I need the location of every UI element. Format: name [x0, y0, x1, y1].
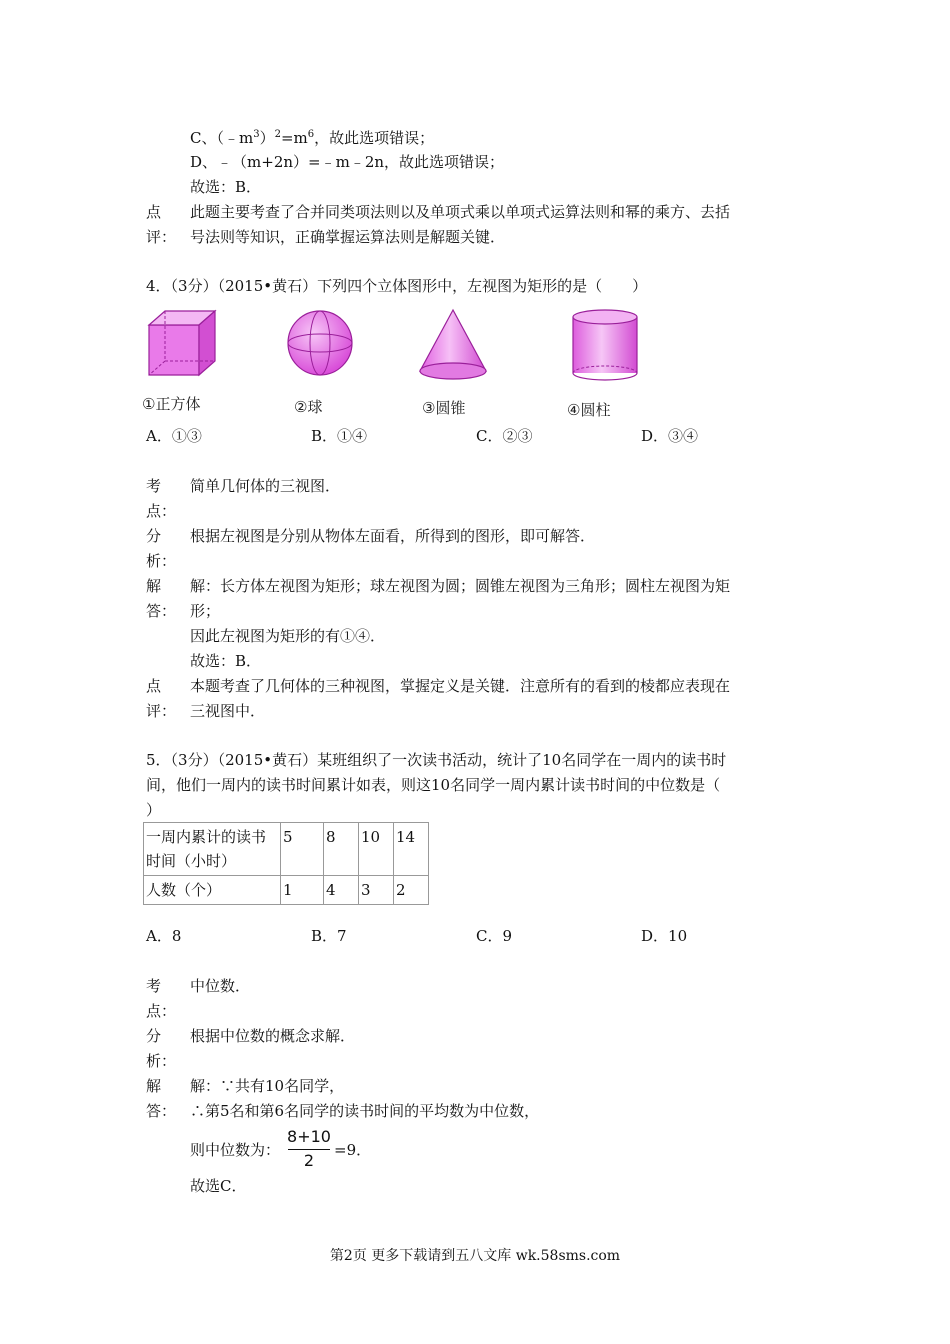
- fraction-denominator: 2: [303, 1151, 315, 1170]
- q4-jieda-line3: 因此左视图为矩形的有①④．: [190, 627, 386, 645]
- q4-fenxi-label: 分析：: [146, 527, 177, 570]
- figure-caption-sphere: ②球: [294, 398, 323, 416]
- table-cell: 1: [281, 876, 324, 905]
- median-fraction: [286, 1128, 332, 1172]
- figure-caption-cone: ③圆锥: [422, 399, 466, 417]
- table-cell: 8: [324, 823, 359, 876]
- q4-answer: 故选：B．: [190, 652, 262, 670]
- table-cell: 3: [359, 876, 394, 905]
- q5-fenxi-label: 分析：: [146, 1027, 177, 1070]
- q5-answer: 故选C．: [190, 1177, 247, 1195]
- q3-comment-label: 点评：: [146, 203, 177, 246]
- sphere-figure: [280, 305, 360, 385]
- q3-comment-line2: 号法则等知识，正确掌握运算法则是解题关键．: [190, 228, 506, 246]
- q3-option-d-analysis: D、﹣（m+2n）=﹣m﹣2n，故此选项错误；: [190, 153, 505, 171]
- q5-option-d: D．10: [641, 927, 688, 945]
- q4-fenxi: 根据左视图是分别从物体左面看，所得到的图形，即可解答．: [190, 527, 596, 545]
- table-row: [144, 823, 429, 876]
- q5-stem-line1: 5．（3分）（2015•黄石）某班组织了一次读书活动，统计了10名同学在一周内的读书时: [146, 751, 727, 769]
- q5-jieda-line1: 解：∵共有10名同学，: [190, 1077, 345, 1095]
- cylinder-figure: [565, 305, 645, 385]
- q4-option-d: D．③④: [641, 427, 699, 445]
- q5-option-b: B．7: [311, 927, 347, 945]
- fraction-numerator: 8+10: [287, 1127, 331, 1146]
- q4-option-a: A．①③: [146, 427, 202, 445]
- q4-option-b: B．①④: [311, 427, 368, 445]
- fraction-bar: [288, 1149, 330, 1150]
- table-cell: 人数（个）: [144, 876, 281, 905]
- q4-jieda-label: 解答：: [146, 577, 177, 620]
- q4-kaodian: 简单几何体的三视图．: [190, 477, 341, 495]
- cone-figure: [410, 305, 500, 385]
- q4-comment-line2: 三视图中．: [190, 702, 266, 720]
- figure-caption-cylinder: ④圆柱: [567, 401, 611, 419]
- q5-option-a: A．8: [146, 927, 182, 945]
- q5-stem-line2: 间，他们一周内的读书时间累计如表，则这10名同学一周内累计读书时间的中位数是（: [146, 776, 721, 794]
- cube-figure: [140, 305, 230, 385]
- q4-jieda-line1: 解：长方体左视图为矩形；球左视图为圆；圆锥左视图为三角形；圆柱左视图为矩: [190, 577, 731, 595]
- table-row: [144, 876, 429, 905]
- q5-option-c: C．9: [476, 927, 513, 945]
- page-footer: 第2页 更多下载请到五八文库 wk.58sms.com: [329, 1248, 621, 1264]
- q5-jieda-line3-prefix: 则中位数为：: [190, 1141, 281, 1159]
- q5-kaodian-label: 考点：: [146, 977, 177, 1020]
- q4-kaodian-label: 考点：: [146, 477, 177, 520]
- figure-caption-cube: ①正方体: [142, 395, 201, 413]
- table-cell: 4: [324, 876, 359, 905]
- table-cell: 2: [394, 876, 429, 905]
- q5-jieda-line3-result: =9．: [334, 1141, 372, 1159]
- q5-jieda-line2: ∴第5名和第6名同学的读书时间的平均数为中位数，: [190, 1102, 540, 1120]
- q5-fenxi: 根据中位数的概念求解．: [190, 1027, 356, 1045]
- table-cell: 10: [359, 823, 394, 876]
- q5-kaodian: 中位数．: [190, 977, 251, 995]
- table-cell: 14: [394, 823, 429, 876]
- q3-comment-line1: 此题主要考查了合并同类项法则以及单项式乘以单项式运算法则和幂的乘方、去括: [190, 203, 731, 221]
- q4-jieda-line2: 形；: [190, 602, 221, 620]
- q5-jieda-label: 解答：: [146, 1077, 177, 1120]
- table-cell: 一周内累计的读书时间（小时）: [144, 823, 281, 876]
- q5-stem-line3: ）: [146, 801, 162, 819]
- q4-comment-label: 点评：: [146, 677, 177, 720]
- q3-option-c-analysis: C、$(﹣m^3)^2=m^6$，故此选项错误；: [190, 129, 435, 147]
- table-cell: 5: [281, 823, 324, 876]
- q4-option-c: C．②③: [476, 427, 533, 445]
- q3-answer: 故选：B．: [190, 178, 262, 196]
- q4-stem: 4．（3分）（2015•黄石）下列四个立体图形中，左视图为矩形的是（ ）: [146, 277, 648, 295]
- reading-time-table: [143, 822, 429, 905]
- q4-comment-line1: 本题考查了几何体的三种视图，掌握定义是关键．注意所有的看到的棱都应表现在: [190, 677, 731, 695]
